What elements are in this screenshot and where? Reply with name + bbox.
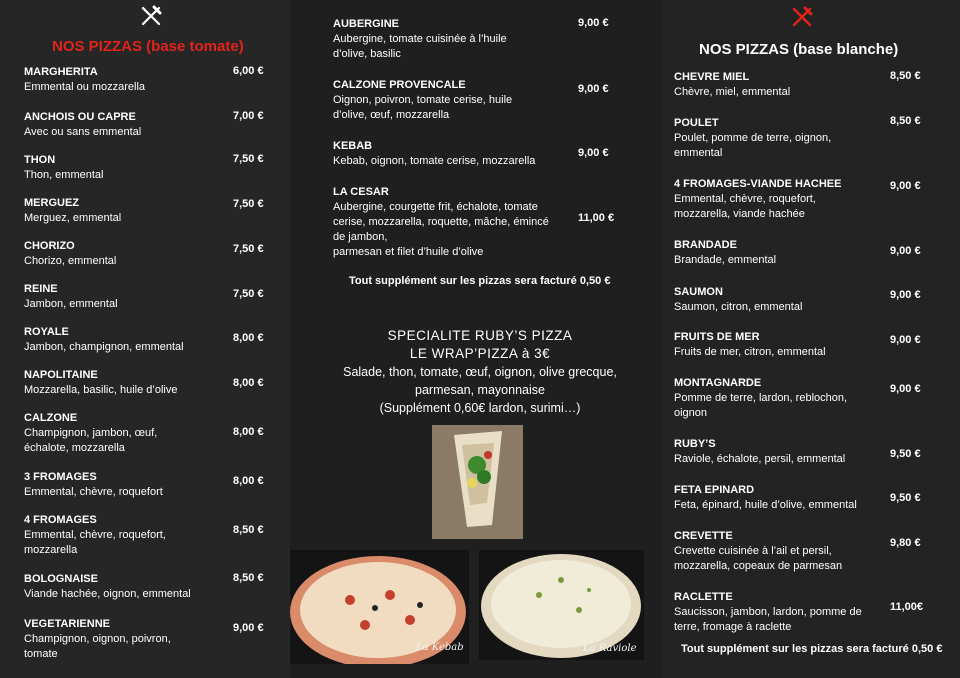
menu-item-price: 8,50 € [890,115,921,127]
menu-item-name: POULET [674,117,719,129]
menu-item-price: 8,00 € [233,475,264,487]
menu-item-name: FETA EPINARD [674,484,755,496]
menu-item-name: MARGHERITA [24,66,98,78]
menu-item-name: 4 FROMAGES [24,514,97,526]
menu-item [24,617,224,662]
menu-item-price: 9,00 € [578,147,609,159]
special-block [330,327,630,417]
supplement-note-blanche: Tout supplément sur les pizzas sera facturé 0,50 € [681,643,943,655]
menu-item-name: ANCHOIS OU CAPRE [24,111,136,123]
menu-item-name: RACLETTE [674,591,733,603]
fork-knife-icon [140,5,162,27]
menu-item-name: AUBERGINE [333,18,400,30]
wrap-ingredients-line2: parmesan, mayonnaise [415,383,545,397]
menu-item [24,282,224,312]
menu-item-description: Jambon, champignon, emmental [24,341,184,353]
menu-item-description: Chèvre, miel, emmental [674,86,791,98]
menu-item-description: Champignon, jambon, œuf, échalote, mozzarella [24,427,158,454]
crossed-fork-knife-icon [791,6,813,28]
menu-item-name: 4 FROMAGES-VIANDE HACHEE [674,178,842,190]
menu-item-price: 9,00 € [890,383,921,395]
menu-item-name: FRUITS DE MER [674,331,760,343]
menu-item-price: 9,00 € [578,83,609,95]
menu-item-name: CREVETTE [674,530,733,542]
menu-item-description: Emmental ou mozzarella [24,81,146,93]
kebab-caption: La Kebab [416,642,464,653]
kebab-pizza-photo [290,550,469,664]
menu-item-price: 9,00 € [890,334,921,346]
menu-item [24,110,224,140]
wrap-ingredients-line1: Salade, thon, tomate, œuf, oignon, olive grecque, [343,365,617,379]
menu-item [674,330,884,360]
menu-item [333,185,568,260]
menu-item [333,17,568,62]
menu-item-name: RUBY’S [674,438,716,450]
menu-item-description: Champignon, oignon, poivron, tomate [24,633,171,660]
menu-item-price: 11,00€ [890,601,924,613]
menu-item-price: 8,00 € [233,332,264,344]
menu-item-description: Feta, épinard, huile d’olive, emmental [674,499,857,511]
menu-item-description: Crevette cuisinée à l’ail et persil, mozzarella, copeaux de parmesan [674,545,843,572]
menu-item [333,139,568,169]
menu-item-price: 7,50 € [233,198,264,210]
menu-item-description: Thon, emmental [24,169,104,181]
menu-item-name: KEBAB [333,140,373,152]
supplement-note: Tout supplément sur les pizzas sera facturé 0,50 € [349,275,611,287]
menu-item [674,285,884,315]
menu-item-price: 7,50 € [233,243,264,255]
menu-item-price: 11,00 € [578,212,615,224]
menu-item-description: Viande hachée, oignon, emmental [24,588,191,600]
menu-item-description: Mozzarella, basilic, huile d’olive [24,384,178,396]
wrap-supplement: (Supplément 0,60€ lardon, surimi…) [379,401,581,415]
menu-item [24,368,224,398]
menu-item-price: 8,00 € [233,377,264,389]
menu-item-price: 8,50 € [890,70,921,82]
menu-item-description: Fruits de mer, citron, emmental [674,346,826,358]
menu-item-price: 9,00 € [578,17,609,29]
menu-item [333,78,568,123]
menu-item-price: 9,50 € [890,492,921,504]
menu-item-name: BOLOGNAISE [24,573,98,585]
menu-item-price: 8,00 € [233,426,264,438]
menu-item-description: Merguez, emmental [24,212,122,224]
white-base-title: NOS PIZZAS (base blanche) [699,41,899,58]
menu-item [24,572,224,602]
menu-item-price: 9,00 € [890,245,921,257]
menu-item-description: Jambon, emmental [24,298,118,310]
menu-item-price: 9,80 € [890,537,921,549]
menu-item-name: CALZONE [24,412,78,424]
tomate-base-title: NOS PIZZAS (base tomate) [52,38,244,55]
menu-item-name: SAUMON [674,286,723,298]
menu-item-name: 3 FROMAGES [24,471,97,483]
menu-item [674,529,884,574]
menu-item-price: 9,00 € [890,289,921,301]
menu-item-description: Saumon, citron, emmental [674,301,803,313]
menu-item [674,590,884,635]
menu-item-description: Raviole, échalote, persil, emmental [674,453,846,465]
menu-item-name: NAPOLITAINE [24,369,98,381]
menu-item-description: Pomme de terre, lardon, reblochon, oignon [674,392,848,419]
menu-item-description: Chorizo, emmental [24,255,117,267]
menu-item [24,411,224,456]
raviole-caption: La Raviole [583,643,637,654]
menu-item-name: CHORIZO [24,240,75,252]
menu-item-description: Emmental, chèvre, roquefort [24,486,163,498]
menu-item [24,513,224,558]
menu-item [24,153,224,183]
menu-item-description: Emmental, chèvre, roquefort, mozzarella, viande hachée [674,193,816,220]
menu-item [674,483,884,513]
menu-item [674,116,884,161]
menu-item-price: 8,50 € [233,524,264,536]
menu-item-name: CALZONE PROVENCALE [333,79,466,91]
menu-item-price: 9,00 € [890,180,921,192]
raviole-pizza-photo [479,550,644,660]
menu-item [674,437,884,467]
menu-item-price: 7,50 € [233,153,264,165]
menu-item [674,177,884,222]
menu-item-name: LA CESAR [333,186,389,198]
menu-item-name: BRANDADE [674,239,737,251]
menu-item-name: THON [24,154,56,166]
menu-item-description: Aubergine, tomate cuisinée à l’huile d’olive, basilic [333,33,507,60]
menu-item [24,239,224,269]
menu-item-price: 9,00 € [233,622,264,634]
menu-item [24,470,224,500]
menu-item [674,238,884,268]
menu-item-price: 7,50 € [233,288,264,300]
menu-item-description: Oignon, poivron, tomate cerise, huile d’olive, œuf, mozzarella [333,94,513,121]
menu-item-price: 8,50 € [233,572,264,584]
menu-item-name: VEGETARIENNE [24,618,110,630]
menu-item-description: Brandade, emmental [674,254,777,266]
menu-item [674,70,884,100]
menu-item-description: Avec ou sans emmental [24,126,142,138]
menu-item-name: MERGUEZ [24,197,79,209]
special-title: SPECIALITE RUBY’S PIZZA [387,328,573,343]
menu-item-description: Emmental, chèvre, roquefort, mozzarella [24,529,166,556]
menu-item-name: REINE [24,283,58,295]
menu-item-name: CHEVRE MIEL [674,71,750,83]
menu-item-name: MONTAGNARDE [674,377,762,389]
menu-item [24,325,224,355]
menu-item-description: Saucisson, jambon, lardon, pomme de terre, fromage à raclette [674,606,862,633]
menu-item-price: 6,00 € [233,65,264,77]
menu-item [24,65,224,95]
wrap-pizza-title: LE WRAP’PIZZA à 3€ [409,346,551,361]
menu-item [674,376,884,421]
menu-item-description: Aubergine, courgette frit, échalote, tomate cerise, mozzarella, roquette, mâche, émincé de jambon, parmesan et filet d’huile d’olive [333,201,549,258]
menu-item-name: ROYALE [24,326,69,338]
menu-item-description: Kebab, oignon, tomate cerise, mozzarella [333,155,536,167]
wrap-pizza-photo [432,425,523,539]
menu-item-price: 9,50 € [890,448,921,460]
menu-item [24,196,224,226]
menu-item-price: 7,00 € [233,110,264,122]
menu-item-description: Poulet, pomme de terre, oignon, emmental [674,132,832,159]
